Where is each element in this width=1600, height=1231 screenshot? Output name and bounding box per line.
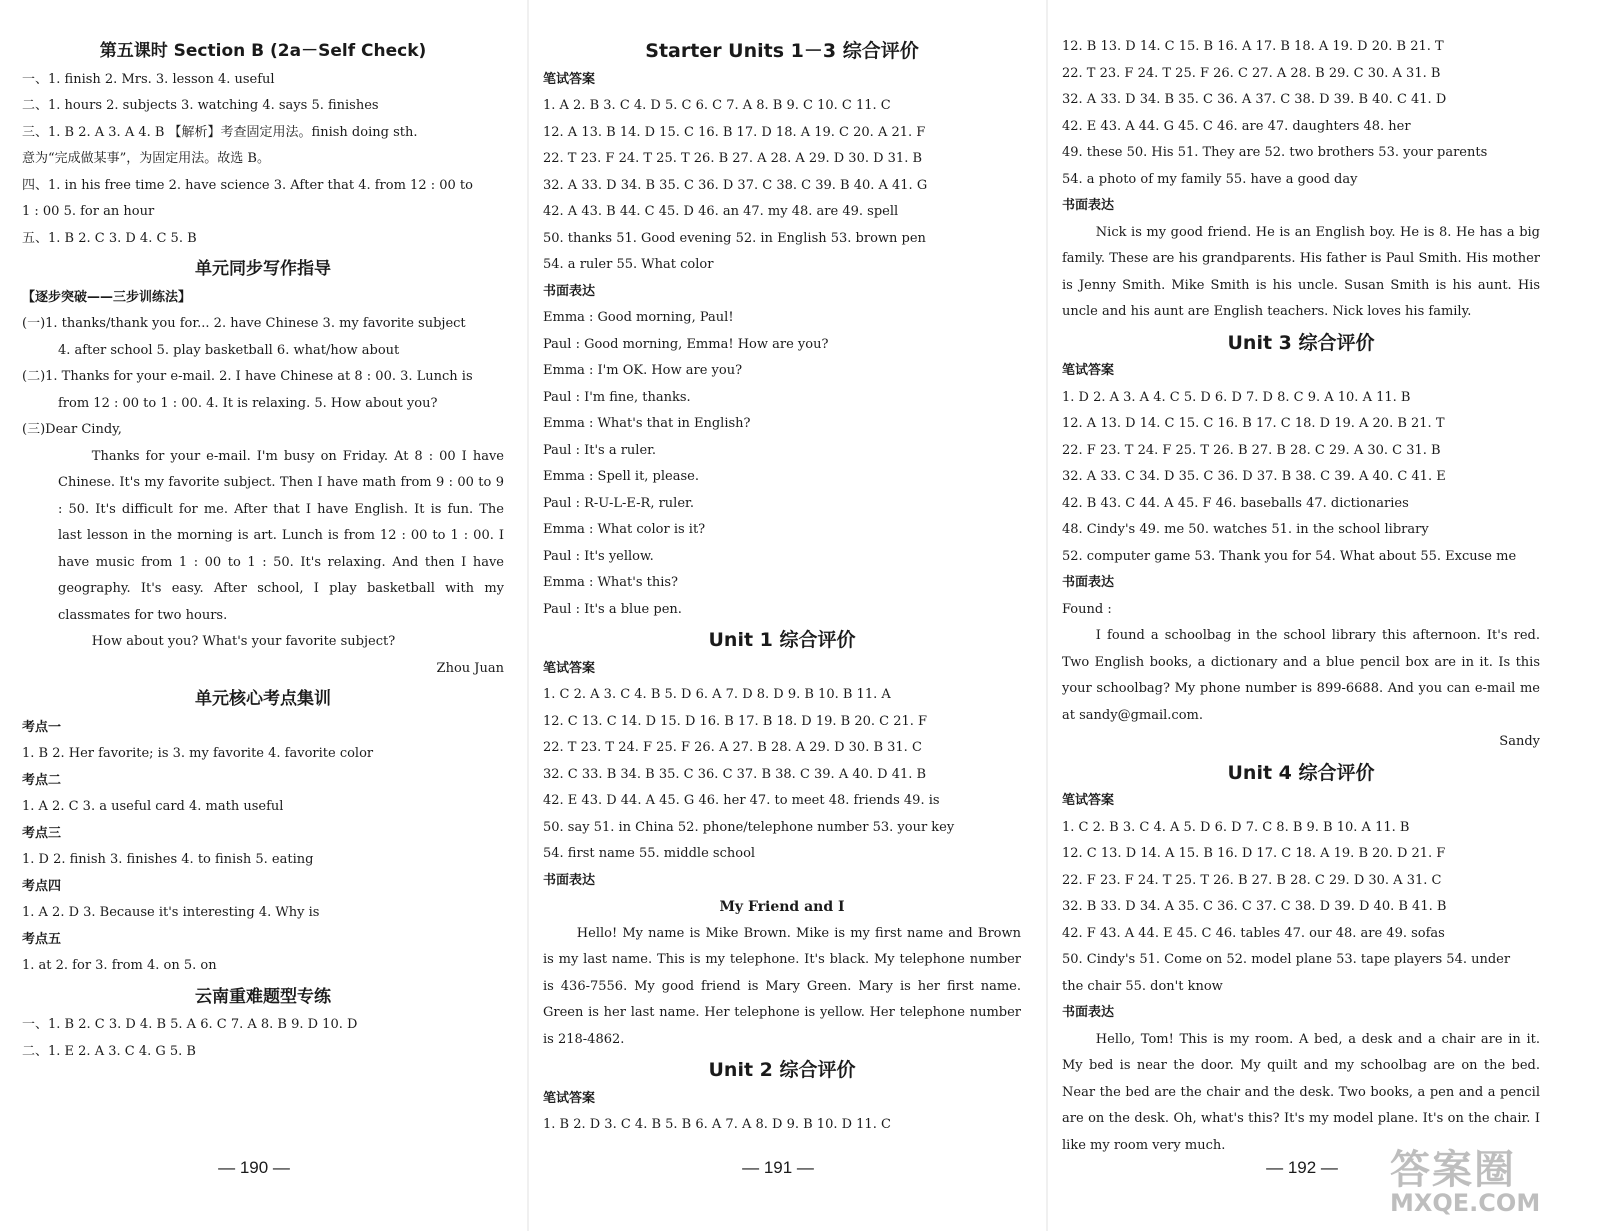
section-title: Unit 2 综合评价: [708, 1059, 856, 1081]
answer-line: 四、1. in his free time 2. have science 3. After that 4. from 12 : 00 to: [22, 177, 473, 193]
section-subheading: 书面表达: [1062, 198, 1115, 213]
answer-line: 32. A 33. D 34. B 35. C 36. D 37. C 38. C 39. B 40. A 41. G: [543, 177, 928, 193]
answer-line: Emma : I'm OK. How are you?: [543, 363, 743, 378]
section-subheading: 书面表达: [1062, 575, 1115, 590]
page-number: — 192 —: [1266, 1158, 1338, 1177]
answer-line: Emma : Spell it, please.: [543, 469, 699, 484]
answer-line: 54. first name 55. middle school: [543, 846, 756, 861]
answer-line: 1. A 2. B 3. C 4. D 5. C 6. C 7. A 8. B 9. C 10. C 11. C: [543, 98, 891, 113]
page-number: — 191 —: [742, 1158, 814, 1177]
answer-line: 二、1. E 2. A 3. C 4. G 5. B: [22, 1043, 196, 1059]
page-divider: [527, 0, 529, 1231]
section-subheading: 书面表达: [543, 283, 596, 299]
answer-line: Zhou Juan: [436, 660, 504, 676]
watermark-cn: 答案圈: [1390, 1147, 1516, 1193]
section-subheading: 考点四: [22, 878, 62, 894]
section-subheading: 考点五: [22, 931, 62, 947]
answer-line: 一、1. B 2. C 3. D 4. B 5. A 6. C 7. A 8. B 9. D 10. D: [22, 1017, 358, 1032]
answer-line: (三)Dear Cindy,: [22, 422, 122, 437]
page-number: — 190 —: [218, 1158, 290, 1177]
section-title: My Friend and I: [719, 899, 845, 915]
section-title: Unit 4 综合评价: [1227, 761, 1375, 784]
answer-line: Paul : It's a ruler.: [543, 442, 657, 458]
answer-line: 1. A 2. D 3. Because it's interesting 4. Why is: [22, 905, 320, 920]
answer-line: 42. E 43. D 44. A 45. G 46. her 47. to meet 48. friends 49. is: [543, 793, 940, 808]
answer-line: 1 : 00 5. for an hour: [22, 204, 155, 219]
essay-paragraph: Thanks for your e-mail. I'm busy on Friday. At 8 : 00 I have Chinese. It's my favorite subject. Then I have math from 9 : 00 to 9 : 50. It's difficult for me. After that I have English. It is fun. The last lesson in the morning is art. Lunch is from 12 : 00 to 1 : 00. I have music from 1 : 00 to 1 : 50. It's relaxing. And then I have geography. It's easy. After school, I play basketball with my classmates for two hours.: [58, 448, 504, 623]
page-192-column: [1062, 34, 1540, 1159]
answer-line: 22. T 23. F 24. T 25. F 26. C 27. A 28. B 29. C 30. A 31. B: [1062, 65, 1441, 81]
answer-line: Paul : It's yellow.: [543, 548, 654, 564]
section-title: 单元同步写作指导: [195, 259, 331, 279]
section-title: 单元核心考点集训: [195, 689, 331, 709]
answer-line: 12. B 13. D 14. C 15. B 16. A 17. B 18. A 19. D 20. B 21. T: [1062, 39, 1444, 54]
answer-line: 22. T 23. T 24. F 25. F 26. A 27. B 28. A 29. D 30. B 31. C: [543, 740, 922, 755]
answer-line: 三、1. B 2. A 3. A 4. B 【解析】考查固定用法。finish doing sth.: [22, 124, 418, 140]
answer-line: How about you? What's your favorite subject?: [91, 634, 396, 649]
answer-line: Paul : I'm fine, thanks.: [543, 389, 691, 405]
answer-line: 50. thanks 51. Good evening 52. in English 53. brown pen: [543, 230, 926, 246]
answer-line: 意为“完成做某事”，为固定用法。故选 B。: [22, 151, 270, 166]
answer-line: 12. A 13. B 14. D 15. C 16. B 17. D 18. A 19. C 20. A 21. F: [543, 124, 926, 140]
answer-line: 1. C 2. A 3. C 4. B 5. D 6. A 7. D 8. D 9. B 10. B 11. A: [543, 687, 891, 702]
answer-line: 42. A 43. B 44. C 45. D 46. an 47. my 48. are 49. spell: [543, 204, 899, 219]
section-subheading: 笔试答案: [1062, 793, 1115, 808]
answer-line: 50. Cindy's 51. Come on 52. model plane 53. tape players 54. under: [1062, 952, 1511, 967]
answer-line: 二、1. hours 2. subjects 3. watching 4. says 5. finishes: [22, 98, 379, 113]
answer-line: 12. A 13. D 14. C 15. C 16. B 17. C 18. D 19. A 20. B 21. T: [1062, 416, 1445, 431]
section-subheading: 考点一: [22, 719, 62, 735]
answer-line: 50. say 51. in China 52. phone/telephone number 53. your key: [543, 819, 955, 835]
answer-line: 42. F 43. A 44. E 45. C 46. tables 47. our 48. are 49. sofas: [1062, 925, 1445, 941]
essay-paragraph: Nick is my good friend. He is an English boy. He is 8. He has a big family. These are his grandparents. His father is Paul Smith. His mother is Jenny Smith. Mike Smith is his uncle. Susan Smith is his aunt. His uncle and his aunt are English teachers. Nick loves his family.: [1062, 224, 1540, 319]
answer-line: 42. B 43. C 44. A 45. F 46. baseballs 47. dictionaries: [1062, 495, 1409, 511]
answer-line: 22. T 23. F 24. T 25. T 26. B 27. A 28. A 29. D 30. D 31. B: [543, 151, 923, 166]
section-subheading: 笔试答案: [543, 1090, 596, 1106]
answer-line: 22. F 23. T 24. F 25. T 26. B 27. B 28. C 29. A 30. C 31. B: [1062, 442, 1441, 458]
page-divider: [1046, 0, 1048, 1231]
essay-paragraph: Hello, Tom! This is my room. A bed, a desk and a chair are in it. My bed is near the door. My quilt and my schoolbag are on the bed. Near the bed are the chair and the desk. Two books, a pen and a pencil are on the desk. Oh, what's this? It's my model plane. It's on the chair. I like my room very much.: [1062, 1031, 1540, 1153]
answer-line: 42. E 43. A 44. G 45. C 46. are 47. daughters 48. her: [1062, 118, 1411, 134]
answer-line: 1. at 2. for 3. from 4. on 5. on: [22, 958, 217, 973]
answer-line: Emma : What's this?: [543, 575, 679, 590]
answer-line: 1. B 2. Her favorite; is 3. my favorite 4. favorite color: [22, 746, 374, 761]
answer-line: Emma : Good morning, Paul!: [543, 310, 734, 325]
watermark-url: MXQE.COM: [1390, 1189, 1541, 1217]
answer-line: 五、1. B 2. C 3. D 4. C 5. B: [22, 230, 197, 246]
answer-line: Emma : What's that in English?: [543, 416, 751, 431]
answer-line: 32. C 33. B 34. B 35. C 36. C 37. B 38. C 39. A 40. D 41. B: [543, 766, 927, 782]
section-subheading: 笔试答案: [543, 71, 596, 87]
section-title: Unit 3 综合评价: [1227, 331, 1375, 354]
answer-line: 1. C 2. B 3. C 4. A 5. D 6. D 7. C 8. B 9. B 10. A 11. B: [1062, 819, 1410, 835]
answer-line: from 12 : 00 to 1 : 00. 4. It is relaxing. 5. How about you?: [58, 395, 438, 411]
section-title: 云南重难题型专练: [195, 986, 331, 1007]
section-subheading: 书面表达: [1062, 1005, 1115, 1020]
section-subheading: 笔试答案: [1062, 363, 1115, 378]
answer-line: 32. A 33. D 34. B 35. C 36. A 37. C 38. D 39. B 40. C 41. D: [1062, 92, 1447, 107]
answer-line: Paul : Good morning, Emma! How are you?: [543, 336, 829, 352]
answer-line: 1. A 2. C 3. a useful card 4. math useful: [22, 799, 284, 814]
answer-line: 12. C 13. D 14. A 15. B 16. D 17. C 18. A 19. B 20. D 21. F: [1062, 846, 1446, 861]
answer-line: 1. D 2. finish 3. finishes 4. to finish 5. eating: [22, 852, 314, 867]
answer-line: 49. these 50. His 51. They are 52. two brothers 53. your parents: [1062, 145, 1488, 160]
answer-line: (二)1. Thanks for your e-mail. 2. I have Chinese at 8 : 00. 3. Lunch is: [22, 369, 473, 384]
answer-line: Paul : It's a blue pen.: [543, 601, 682, 617]
answer-line: Found :: [1062, 601, 1112, 617]
answer-line: 54. a photo of my family 55. have a good day: [1062, 171, 1358, 187]
answer-line: 12. C 13. C 14. D 15. D 16. B 17. B 18. D 19. B 20. C 21. F: [543, 713, 928, 729]
answer-line: 4. after school 5. play basketball 6. what/how about: [58, 342, 400, 358]
answer-line: 一、1. finish 2. Mrs. 3. lesson 4. useful: [22, 71, 275, 87]
answer-line: 48. Cindy's 49. me 50. watches 51. in the school library: [1062, 522, 1429, 537]
section-title: Unit 1 综合评价: [708, 629, 856, 651]
answer-line: the chair 55. don't know: [1062, 978, 1223, 994]
answer-line: 52. computer game 53. Thank you for 54. What about 55. Excuse me: [1062, 548, 1517, 564]
section-subheading: 书面表达: [543, 872, 596, 888]
answer-line: (一)1. thanks/thank you for... 2. have Chinese 3. my favorite subject: [22, 316, 466, 331]
answer-line: Sandy: [1499, 734, 1540, 749]
answer-line: 54. a ruler 55. What color: [543, 257, 714, 272]
section-title: Starter Units 1－3 综合评价: [645, 40, 919, 62]
section-subheading: 笔试答案: [543, 660, 596, 676]
answer-line: 22. F 23. F 24. T 25. T 26. B 27. B 28. C 29. D 30. A 31. C: [1062, 872, 1442, 888]
answer-line: 1. D 2. A 3. A 4. C 5. D 6. D 7. D 8. C 9. A 10. A 11. B: [1062, 389, 1411, 405]
answer-line: Emma : What color is it?: [543, 522, 706, 537]
answer-line: 32. B 33. D 34. A 35. C 36. C 37. C 38. D 39. D 40. B 41. B: [1062, 899, 1447, 914]
page-191-column: [543, 34, 1021, 1139]
site-watermark: [1390, 1138, 1590, 1224]
section-title: 第五课时 Section B (2a－Self Check): [99, 41, 427, 61]
section-subheading: 考点二: [22, 772, 62, 788]
section-subheading: 【逐步突破——三步训练法】: [22, 289, 192, 305]
section-subheading: 考点三: [22, 825, 62, 841]
essay-paragraph: Hello! My name is Mike Brown. Mike is my first name and Brown is my last name. This is my telephone. It's black. My telephone number is 436-7556. My good friend is Mary Green. Mary is her first name. Green is her last name. Her telephone is yellow. Her telephone number is 218-4862.: [543, 925, 1021, 1047]
essay-paragraph: I found a schoolbag in the school library this afternoon. It's red. Two English books, a dictionary and a blue pencil box are in it. Is this your schoolbag? My phone number is 899-6688. And you can e-mail me at sandy@gmail.com.: [1062, 628, 1540, 723]
answer-line: Paul : R-U-L-E-R, ruler.: [543, 495, 694, 511]
answer-line: 1. B 2. D 3. C 4. B 5. B 6. A 7. A 8. D 9. B 10. D 11. C: [543, 1117, 891, 1132]
page-190-column: [22, 34, 504, 1065]
answer-line: 32. A 33. C 34. D 35. C 36. D 37. B 38. C 39. A 40. C 41. E: [1062, 469, 1446, 484]
